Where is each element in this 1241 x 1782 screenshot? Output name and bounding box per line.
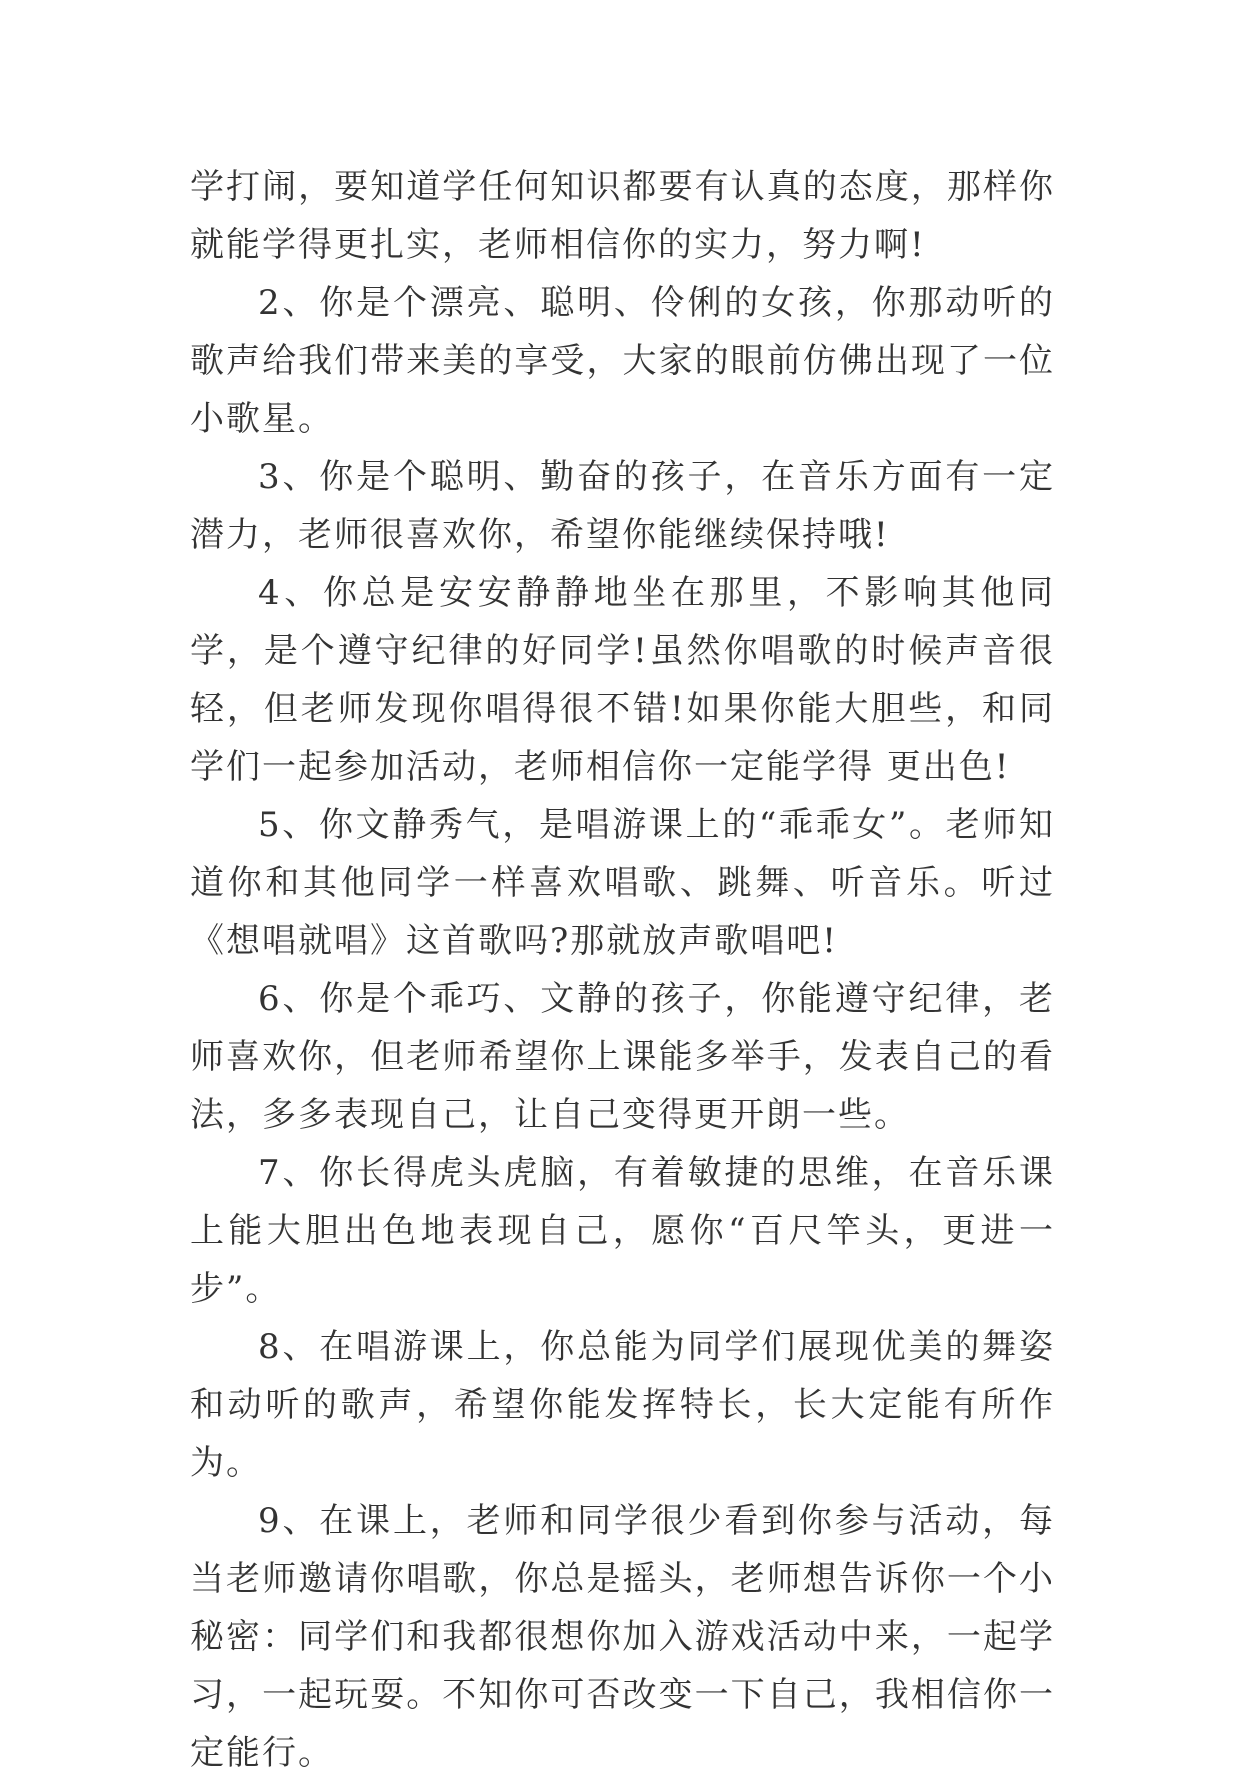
paragraph-comment-8: 8、在唱游课上，你总能为同学们展现优美的舞姿和动听的歌声，希望你能发挥特长，长大定能有所作为。: [190, 1327, 1055, 1483]
paragraph-comment-2: 2、你是个漂亮、聪明、伶俐的女孩，你那动听的歌声给我们带来美的享受，大家的眼前仿佛出现了一位小歌星。: [190, 283, 1055, 439]
paragraph-comment-9: 9、在课上，老师和同学很少看到你参与活动，每当老师邀请你唱歌，你总是摇头，老师想告诉你一个小秘密：同学们和我都很想你加入游戏活动中来，一起学习，一起玩耍。不知你可否改变一下自己，我相信你一定能行。: [190, 1501, 1055, 1773]
paragraph-comment-4: 4、你总是安安静静地坐在那里，不影响其他同学，是个遵守纪律的好同学!虽然你唱歌的时候声音很轻，但老师发现你唱得很不错!如果你能大胆些，和同学们一起参加活动，老师相信你一定能学得 更出色!: [190, 573, 1055, 787]
paragraph-comment-3: 3、你是个聪明、勤奋的孩子，在音乐方面有一定潜力，老师很喜欢你，希望你能继续保持哦!: [190, 457, 1055, 555]
paragraph-comment-6: 6、你是个乖巧、文静的孩子，你能遵守纪律，老师喜欢你，但老师希望你上课能多举手，发表自己的看法，多多表现自己，让自己变得更开朗一些。: [190, 979, 1055, 1135]
document-body: [190, 158, 1055, 1782]
paragraph-comment-7: 7、你长得虎头虎脑，有着敏捷的思维，在音乐课上能大胆出色地表现自己，愿你“百尺竿头，更进一步”。: [190, 1153, 1055, 1309]
paragraph-continuation: 学打闹，要知道学任何知识都要有认真的态度，那样你就能学得更扎实，老师相信你的实力，努力啊!: [190, 167, 1055, 265]
paragraph-comment-5: 5、你文静秀气，是唱游课上的“乖乖女”。老师知道你和其他同学一样喜欢唱歌、跳舞、听音乐。听过《想唱就唱》这首歌吗?那就放声歌唱吧!: [190, 805, 1055, 961]
